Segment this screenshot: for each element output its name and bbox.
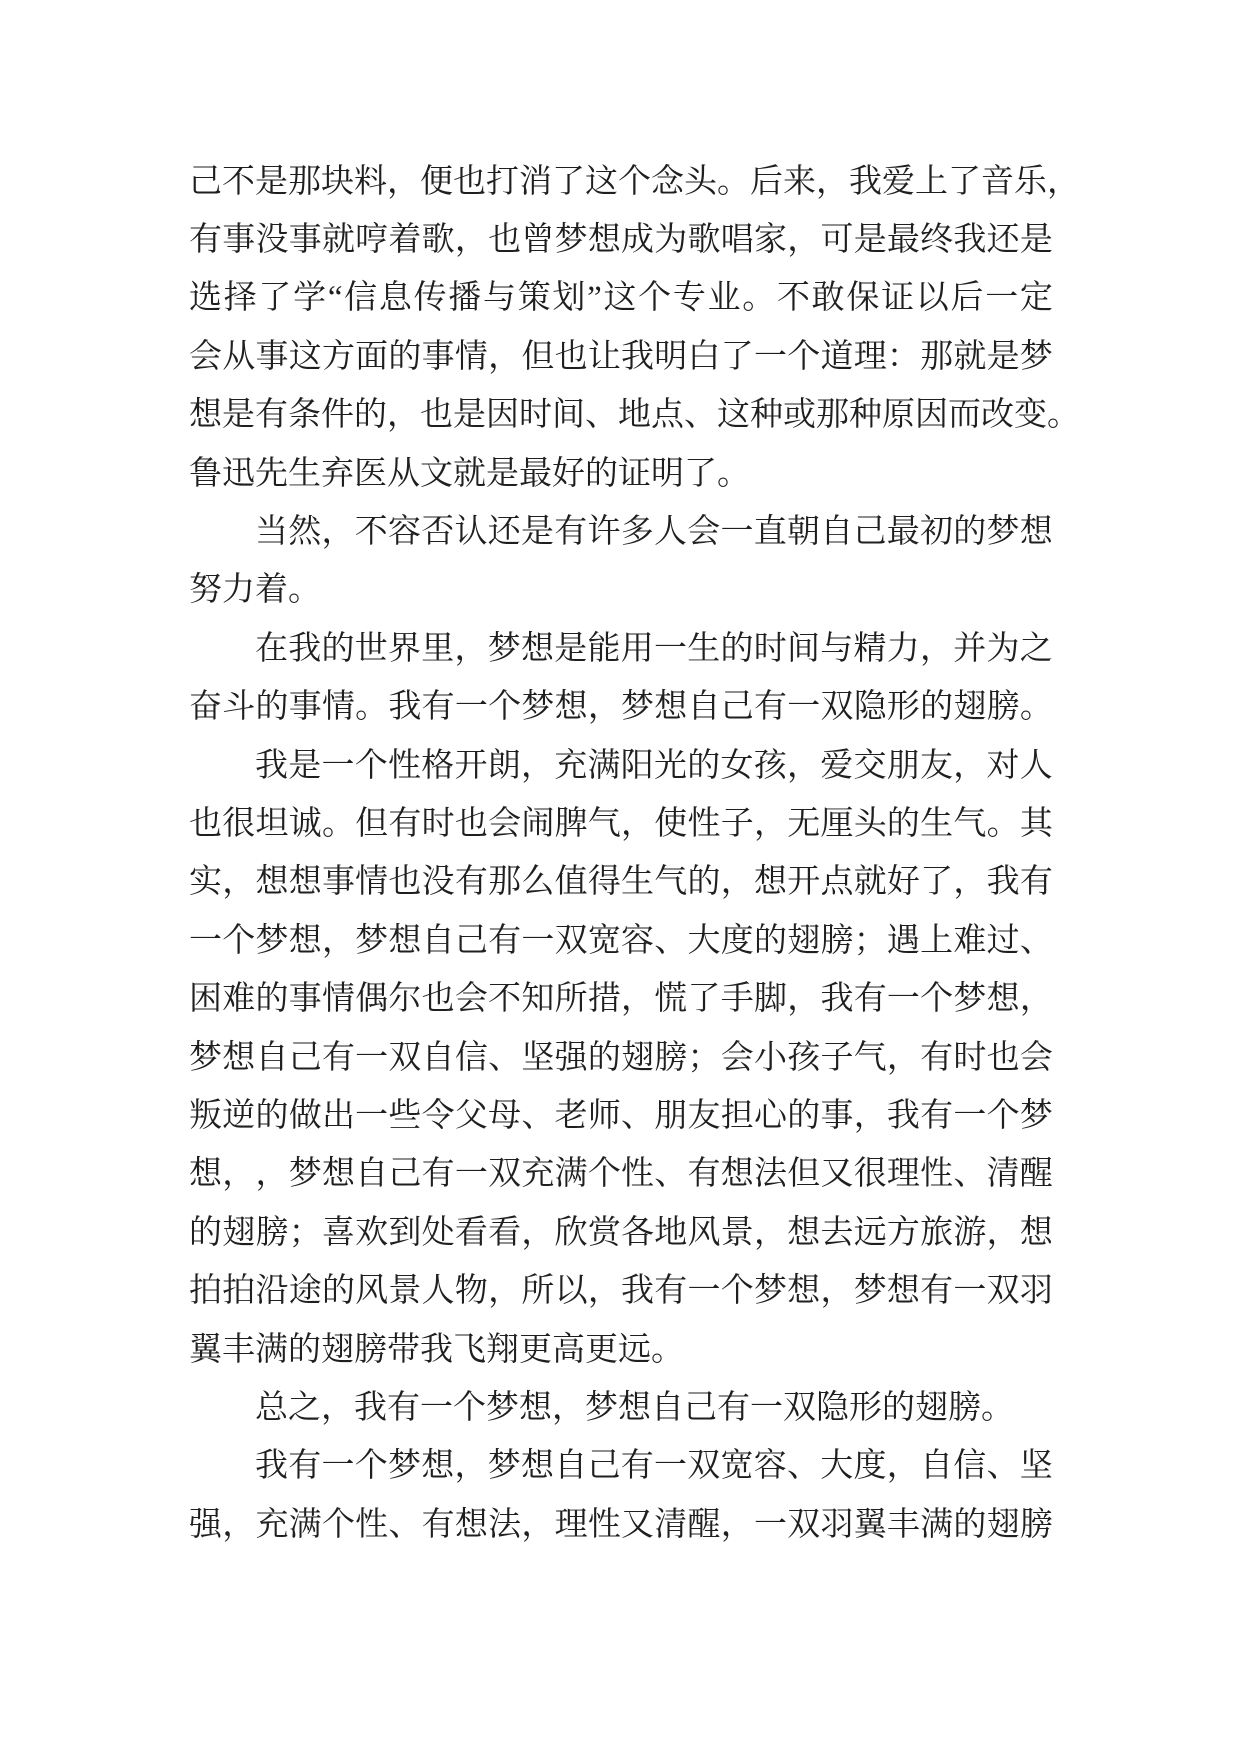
text-line: 梦 想 自 己 有 一 双 自 信 、 坚 强 的 翅 膀 ； 会 小 孩 子 气 ， 有 时 也 会 bbox=[189, 1039, 1053, 1076]
text-line: 叛 逆 的 做 出 一 些 令 父 母 、 老 师 、 朋 友 担 心 的 事 ， 我 有 一 个 梦 bbox=[189, 1097, 1053, 1134]
text-line: 想 ， ， 梦 想 自 己 有 一 双 充 满 个 性 、 有 想 法 但 又 很 理 性 、 清 醒 bbox=[189, 1156, 1053, 1193]
text-line: 困 难 的 事 情 偶 尔 也 会 不 知 所 措 ， 慌 了 手 脚 ， 我 有 一 个 梦 想 ， bbox=[189, 981, 1053, 1018]
text-line: 总 之 ， 我 有 一 个 梦 想 ， 梦 想 自 己 有 一 双 隐 形 的 翅 膀 。 bbox=[255, 1389, 1014, 1426]
text-line: 鲁 迅 先 生 弃 医 从 文 就 是 最 好 的 证 明 了 。 bbox=[189, 455, 750, 492]
text-line: 实 ， 想 想 事 情 也 没 有 那 么 值 得 生 气 的 ， 想 开 点 就 好 了 ， 我 有 bbox=[189, 864, 1053, 901]
text-line: 也 很 坦 诚 。 但 有 时 也 会 闹 脾 气 ， 使 性 子 ， 无 厘 头 的 生 气 。 其 bbox=[189, 805, 1053, 842]
text-line: 有 事 没 事 就 哼 着 歌 ， 也 曾 梦 想 成 为 歌 唱 家 ， 可 是 最 终 我 还 是 bbox=[189, 222, 1053, 259]
text-line: 想 是 有 条 件 的 ， 也 是 因 时 间 、 地 点 、 这 种 或 那 种 原 因 而 改 变 。 bbox=[189, 397, 1080, 434]
text-line: 当 然 ， 不 容 否 认 还 是 有 许 多 人 会 一 直 朝 自 己 最 初 的 梦 想 bbox=[255, 514, 1053, 551]
text-line: 己 不 是 那 块 料 ， 便 也 打 消 了 这 个 念 头 。 后 来 ， 我 爱 上 了 音 乐 ， bbox=[189, 163, 1080, 200]
text-line: 会 从 事 这 方 面 的 事 情 ， 但 也 让 我 明 白 了 一 个 道 理 ： 那 就 是 梦 bbox=[189, 338, 1053, 375]
text-line: 努 力 着 。 bbox=[189, 572, 321, 609]
essay-text-block bbox=[189, 153, 1080, 1554]
text-line: 我 是 一 个 性 格 开 朗 ， 充 满 阳 光 的 女 孩 ， 爱 交 朋 友 ， 对 人 bbox=[255, 747, 1053, 784]
text-line: 在 我 的 世 界 里 ， 梦 想 是 能 用 一 生 的 时 间 与 精 力 ， 并 为 之 bbox=[255, 630, 1053, 667]
text-line: 的 翅 膀 ； 喜 欢 到 处 看 看 ， 欣 赏 各 地 风 景 ， 想 去 远 方 旅 游 ， 想 bbox=[189, 1214, 1053, 1251]
text-line: 拍 拍 沿 途 的 风 景 人 物 ， 所 以 ， 我 有 一 个 梦 想 ， 梦 想 有 一 双 羽 bbox=[189, 1273, 1053, 1310]
text-line: 一 个 梦 想 ， 梦 想 自 己 有 一 双 宽 容 、 大 度 的 翅 膀 ； 遇 上 难 过 、 bbox=[189, 922, 1053, 959]
text-line: 奋 斗 的 事 情 。 我 有 一 个 梦 想 ， 梦 想 自 己 有 一 双 隐 形 的 翅 膀 。 bbox=[189, 689, 1053, 726]
text-line: 我 有 一 个 梦 想 ， 梦 想 自 己 有 一 双 宽 容 、 大 度 ， 自 信 、 坚 bbox=[255, 1448, 1053, 1485]
text-line: 选 择 了 学 “ 信 息 传 播 与 策 划 ” 这 个 专 业 。 不 敢 保 证 以 后 一 定 bbox=[189, 280, 1053, 317]
text-line: 翼 丰 满 的 翅 膀 带 我 飞 翔 更 高 更 远 。 bbox=[189, 1331, 684, 1368]
text-line: 强 ， 充 满 个 性 、 有 想 法 ， 理 性 又 清 醒 ， 一 双 羽 翼 丰 满 的 翅 膀 bbox=[189, 1506, 1053, 1543]
